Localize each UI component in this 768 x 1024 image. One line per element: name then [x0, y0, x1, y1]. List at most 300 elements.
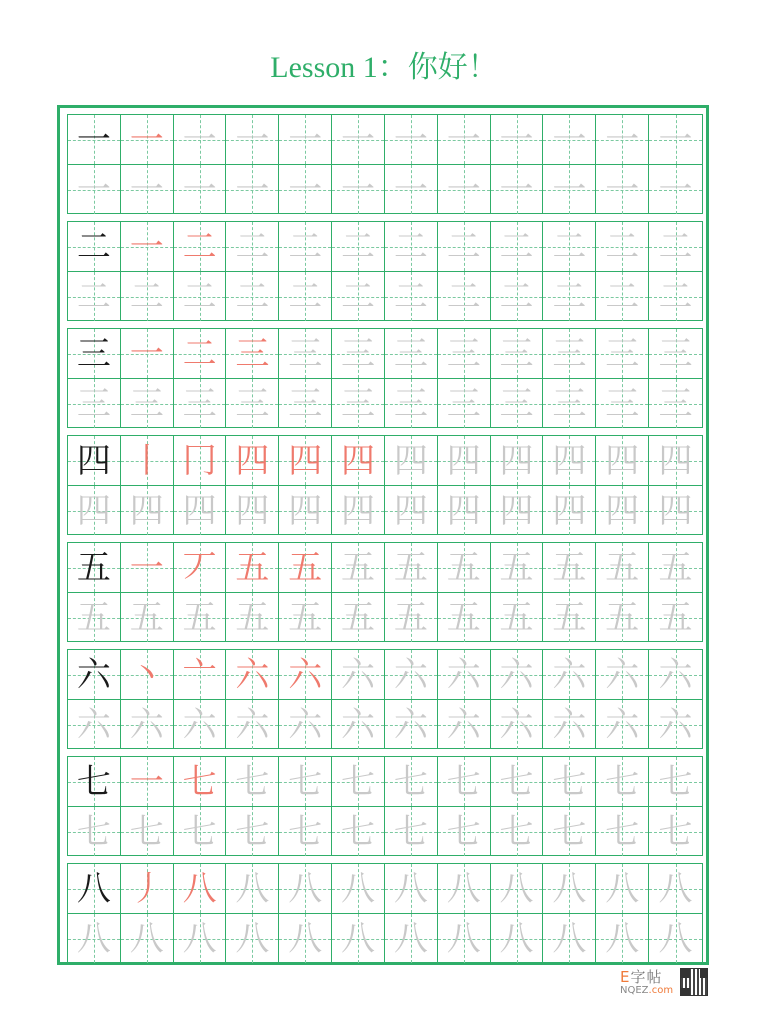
trace-cell-glyph: 六	[446, 704, 481, 745]
trace-cell-glyph: 四	[393, 490, 428, 531]
character-block-4	[67, 435, 703, 535]
model-character-cell-glyph: 六	[76, 654, 111, 695]
trace-cell	[279, 486, 332, 535]
trace-cell	[438, 914, 491, 963]
trace-cell-glyph: 二	[499, 226, 534, 267]
trace-cell-glyph: 八	[658, 918, 693, 959]
model-character-cell	[68, 115, 121, 164]
trace-cell	[649, 700, 702, 749]
trace-cell-glyph: 八	[499, 918, 534, 959]
trace-cell	[332, 864, 385, 913]
trace-cell-glyph: 六	[182, 704, 217, 745]
trace-cell-glyph: 五	[446, 547, 481, 588]
trace-cell	[121, 700, 174, 749]
trace-cell	[596, 700, 649, 749]
trace-cell-glyph: 二	[235, 276, 270, 317]
trace-cell-glyph: 六	[76, 704, 111, 745]
trace-cell-glyph: 一	[605, 169, 640, 210]
model-character-cell-glyph: 二	[76, 226, 111, 267]
trace-cell	[596, 272, 649, 321]
trace-cell-glyph: 七	[235, 811, 270, 852]
trace-cell	[438, 864, 491, 913]
trace-cell-glyph: 八	[341, 868, 376, 909]
trace-cell-glyph: 五	[288, 597, 323, 638]
trace-cell	[279, 757, 332, 806]
trace-cell	[174, 807, 227, 856]
model-character-cell-glyph: 七	[76, 761, 111, 802]
trace-cell-glyph: 四	[605, 490, 640, 531]
trace-cell	[279, 115, 332, 164]
trace-cell-glyph: 四	[235, 490, 270, 531]
practice-grid	[57, 105, 709, 965]
trace-cell	[226, 222, 279, 271]
trace-cell	[649, 115, 702, 164]
model-character-cell-glyph: 一	[76, 119, 111, 160]
trace-cell	[491, 115, 544, 164]
trace-cell	[332, 807, 385, 856]
trace-cell	[279, 272, 332, 321]
trace-cell	[68, 593, 121, 642]
trace-cell	[68, 914, 121, 963]
trace-cell-glyph: 八	[605, 918, 640, 959]
model-character-cell	[68, 543, 121, 592]
trace-cell	[226, 379, 279, 428]
trace-cell-glyph: 七	[393, 811, 428, 852]
stroke-order-cell	[121, 757, 174, 806]
trace-cell	[279, 379, 332, 428]
trace-cell	[543, 115, 596, 164]
trace-cell-glyph: 八	[129, 918, 164, 959]
stroke-order-cell-glyph: 二	[182, 226, 217, 267]
model-row	[68, 329, 702, 378]
trace-cell-glyph: 七	[605, 811, 640, 852]
trace-cell	[596, 486, 649, 535]
trace-cell-glyph: 二	[129, 276, 164, 317]
trace-cell	[68, 700, 121, 749]
trace-cell	[68, 379, 121, 428]
stroke-order-cell-glyph: 一	[129, 761, 164, 802]
character-block-8	[67, 863, 703, 963]
trace-cell	[385, 914, 438, 963]
trace-cell-glyph: 三	[605, 333, 640, 374]
trace-cell-glyph: 一	[235, 119, 270, 160]
trace-cell-glyph: 一	[605, 119, 640, 160]
trace-cell	[332, 165, 385, 214]
trace-cell-glyph: 四	[129, 490, 164, 531]
qr-code-icon	[680, 968, 708, 996]
trace-cell-glyph: 一	[288, 169, 323, 210]
trace-cell-glyph: 七	[658, 761, 693, 802]
trace-cell	[596, 914, 649, 963]
trace-cell-glyph: 六	[658, 654, 693, 695]
trace-cell	[332, 272, 385, 321]
trace-cell-glyph: 六	[658, 704, 693, 745]
stroke-order-cell-glyph: 丆	[182, 547, 217, 588]
stroke-order-cell-glyph: 一	[129, 119, 164, 160]
trace-cell-glyph: 二	[288, 226, 323, 267]
trace-cell	[174, 914, 227, 963]
trace-cell	[543, 700, 596, 749]
trace-cell-glyph: 一	[552, 119, 587, 160]
trace-cell-glyph: 五	[552, 547, 587, 588]
trace-row	[68, 699, 702, 749]
trace-row	[68, 913, 702, 963]
trace-cell-glyph: 八	[235, 868, 270, 909]
trace-cell-glyph: 八	[446, 918, 481, 959]
model-character-cell-glyph: 五	[76, 547, 111, 588]
trace-cell-glyph: 三	[288, 383, 323, 424]
trace-cell-glyph: 五	[658, 597, 693, 638]
trace-cell	[543, 593, 596, 642]
trace-cell-glyph: 八	[658, 868, 693, 909]
character-block-3	[67, 328, 703, 428]
trace-cell-glyph: 一	[76, 169, 111, 210]
trace-cell	[174, 379, 227, 428]
trace-cell-glyph: 四	[658, 440, 693, 481]
page-title: Lesson 1：你好！	[270, 51, 498, 84]
brand-logo	[620, 966, 663, 987]
model-row	[68, 757, 702, 806]
trace-cell	[279, 593, 332, 642]
trace-cell	[279, 914, 332, 963]
trace-cell	[649, 914, 702, 963]
trace-cell-glyph: 七	[235, 761, 270, 802]
stroke-order-cell-glyph: 一	[129, 333, 164, 374]
trace-cell	[649, 486, 702, 535]
stroke-order-cell	[174, 757, 227, 806]
trace-cell	[543, 329, 596, 378]
trace-cell	[649, 222, 702, 271]
trace-cell-glyph: 三	[182, 383, 217, 424]
trace-cell	[385, 379, 438, 428]
trace-cell-glyph: 八	[393, 868, 428, 909]
stroke-order-cell-glyph: 二	[182, 333, 217, 374]
trace-cell	[596, 650, 649, 699]
trace-cell	[332, 543, 385, 592]
trace-cell-glyph: 一	[658, 169, 693, 210]
trace-cell-glyph: 二	[288, 276, 323, 317]
stroke-order-cell	[121, 222, 174, 271]
trace-cell	[385, 757, 438, 806]
stroke-order-cell	[121, 650, 174, 699]
trace-cell	[226, 864, 279, 913]
trace-cell	[596, 807, 649, 856]
trace-cell	[649, 593, 702, 642]
trace-cell-glyph: 一	[341, 119, 376, 160]
trace-cell-glyph: 二	[658, 226, 693, 267]
trace-cell-glyph: 四	[182, 490, 217, 531]
trace-cell	[649, 807, 702, 856]
trace-cell	[438, 272, 491, 321]
trace-cell-glyph: 三	[658, 383, 693, 424]
trace-cell	[438, 543, 491, 592]
trace-cell-glyph: 八	[288, 918, 323, 959]
trace-cell-glyph: 四	[499, 490, 534, 531]
trace-cell-glyph: 三	[129, 383, 164, 424]
trace-cell	[543, 757, 596, 806]
trace-cell	[596, 165, 649, 214]
trace-cell-glyph: 八	[446, 868, 481, 909]
character-block-1	[67, 114, 703, 214]
trace-cell	[649, 650, 702, 699]
trace-cell-glyph: 一	[658, 119, 693, 160]
trace-cell-glyph: 五	[235, 597, 270, 638]
trace-cell	[332, 650, 385, 699]
trace-cell	[491, 807, 544, 856]
trace-cell-glyph: 二	[605, 276, 640, 317]
trace-row	[68, 806, 702, 856]
trace-cell	[385, 115, 438, 164]
stroke-order-cell-glyph: 六	[288, 654, 323, 695]
trace-cell	[543, 914, 596, 963]
trace-cell-glyph: 六	[605, 654, 640, 695]
model-row	[68, 543, 702, 592]
trace-cell	[649, 379, 702, 428]
trace-cell	[226, 914, 279, 963]
trace-cell-glyph: 三	[341, 383, 376, 424]
trace-cell	[68, 272, 121, 321]
stroke-order-cell	[174, 222, 227, 271]
trace-cell-glyph: 七	[288, 761, 323, 802]
trace-cell-glyph: 二	[393, 276, 428, 317]
trace-cell-glyph: 四	[446, 440, 481, 481]
trace-cell-glyph: 五	[129, 597, 164, 638]
trace-cell-glyph: 五	[393, 547, 428, 588]
trace-cell	[226, 757, 279, 806]
trace-cell	[226, 272, 279, 321]
stroke-order-cell	[332, 436, 385, 485]
trace-cell-glyph: 一	[129, 169, 164, 210]
trace-cell	[649, 757, 702, 806]
trace-cell-glyph: 四	[446, 490, 481, 531]
trace-cell-glyph: 七	[552, 811, 587, 852]
trace-cell	[596, 436, 649, 485]
trace-cell	[491, 436, 544, 485]
character-block-7	[67, 756, 703, 856]
trace-cell-glyph: 三	[552, 333, 587, 374]
stroke-order-cell-glyph: 四	[341, 440, 376, 481]
trace-cell	[121, 165, 174, 214]
trace-cell	[491, 650, 544, 699]
trace-cell	[596, 329, 649, 378]
trace-cell	[543, 222, 596, 271]
trace-cell-glyph: 五	[658, 547, 693, 588]
trace-cell-glyph: 一	[393, 119, 428, 160]
trace-cell-glyph: 五	[182, 597, 217, 638]
trace-cell	[649, 436, 702, 485]
trace-cell	[543, 864, 596, 913]
trace-cell	[332, 329, 385, 378]
trace-cell-glyph: 一	[499, 169, 534, 210]
trace-cell-glyph: 六	[288, 704, 323, 745]
trace-cell-glyph: 三	[288, 333, 323, 374]
trace-cell-glyph: 二	[446, 226, 481, 267]
trace-cell-glyph: 六	[446, 654, 481, 695]
trace-cell-glyph: 五	[341, 597, 376, 638]
brand-logo-e: E	[620, 968, 631, 986]
trace-cell	[226, 165, 279, 214]
trace-cell	[491, 593, 544, 642]
trace-cell-glyph: 一	[341, 169, 376, 210]
trace-cell-glyph: 五	[341, 547, 376, 588]
trace-cell-glyph: 三	[499, 383, 534, 424]
stroke-order-cell	[279, 650, 332, 699]
trace-cell	[226, 700, 279, 749]
stroke-order-cell-glyph: 三	[235, 333, 270, 374]
trace-cell-glyph: 二	[341, 226, 376, 267]
trace-cell-glyph: 六	[393, 704, 428, 745]
trace-cell	[385, 650, 438, 699]
trace-cell	[174, 700, 227, 749]
stroke-order-cell	[121, 436, 174, 485]
trace-cell	[438, 757, 491, 806]
stroke-order-cell	[226, 329, 279, 378]
trace-cell-glyph: 八	[552, 918, 587, 959]
stroke-order-cell-glyph: 丿	[129, 868, 164, 909]
trace-cell-glyph: 三	[605, 383, 640, 424]
trace-cell-glyph: 六	[499, 704, 534, 745]
trace-cell-glyph: 七	[605, 761, 640, 802]
trace-cell-glyph: 二	[76, 276, 111, 317]
trace-cell	[543, 379, 596, 428]
trace-cell	[68, 165, 121, 214]
model-character-cell	[68, 329, 121, 378]
trace-cell	[438, 222, 491, 271]
trace-cell-glyph: 二	[605, 226, 640, 267]
trace-cell-glyph: 一	[446, 169, 481, 210]
trace-cell-glyph: 八	[341, 918, 376, 959]
stroke-order-cell-glyph: 八	[182, 868, 217, 909]
trace-cell-glyph: 一	[446, 119, 481, 160]
trace-cell-glyph: 二	[341, 276, 376, 317]
trace-cell	[385, 165, 438, 214]
stroke-order-cell-glyph: 一	[129, 547, 164, 588]
trace-cell	[385, 807, 438, 856]
stroke-order-cell	[279, 543, 332, 592]
trace-cell	[332, 914, 385, 963]
model-row	[68, 115, 702, 164]
trace-cell	[649, 543, 702, 592]
trace-cell	[332, 593, 385, 642]
trace-cell	[649, 272, 702, 321]
model-character-cell-glyph: 八	[76, 868, 111, 909]
stroke-order-cell-glyph: 丨	[129, 440, 164, 481]
trace-cell	[438, 379, 491, 428]
trace-cell	[385, 222, 438, 271]
trace-cell	[68, 807, 121, 856]
trace-cell	[385, 700, 438, 749]
stroke-order-cell-glyph: 六	[235, 654, 270, 695]
trace-cell-glyph: 七	[129, 811, 164, 852]
model-character-cell	[68, 864, 121, 913]
trace-cell	[438, 115, 491, 164]
trace-cell-glyph: 五	[446, 597, 481, 638]
trace-cell	[226, 486, 279, 535]
model-character-cell	[68, 757, 121, 806]
trace-cell-glyph: 七	[446, 761, 481, 802]
trace-cell-glyph: 四	[288, 490, 323, 531]
trace-cell	[332, 700, 385, 749]
trace-cell	[438, 593, 491, 642]
trace-cell-glyph: 五	[605, 597, 640, 638]
brand-domain	[620, 985, 673, 996]
trace-cell-glyph: 一	[499, 119, 534, 160]
trace-cell-glyph: 五	[499, 547, 534, 588]
model-character-cell	[68, 436, 121, 485]
trace-cell-glyph: 三	[552, 383, 587, 424]
trace-cell	[491, 757, 544, 806]
trace-cell-glyph: 八	[235, 918, 270, 959]
trace-cell-glyph: 七	[288, 811, 323, 852]
trace-cell	[596, 222, 649, 271]
trace-cell	[279, 864, 332, 913]
trace-cell-glyph: 一	[235, 169, 270, 210]
trace-cell	[174, 115, 227, 164]
trace-cell	[332, 222, 385, 271]
trace-cell-glyph: 四	[76, 490, 111, 531]
trace-cell	[332, 379, 385, 428]
trace-cell-glyph: 三	[393, 383, 428, 424]
trace-cell-glyph: 五	[605, 547, 640, 588]
trace-cell-glyph: 七	[552, 761, 587, 802]
trace-cell	[596, 593, 649, 642]
trace-cell-glyph: 七	[76, 811, 111, 852]
stroke-order-cell-glyph: 一	[129, 226, 164, 267]
model-row	[68, 222, 702, 271]
trace-cell-glyph: 七	[446, 811, 481, 852]
trace-cell	[543, 272, 596, 321]
trace-cell-glyph: 五	[76, 597, 111, 638]
trace-cell	[596, 864, 649, 913]
trace-cell	[649, 329, 702, 378]
trace-cell-glyph: 六	[552, 704, 587, 745]
stroke-order-cell	[174, 543, 227, 592]
stroke-order-cell-glyph: 冂	[182, 440, 217, 481]
trace-cell-glyph: 五	[552, 597, 587, 638]
stroke-order-cell	[174, 329, 227, 378]
brand-logo-text: 字帖	[630, 968, 663, 986]
stroke-order-cell	[279, 436, 332, 485]
trace-cell	[385, 272, 438, 321]
trace-cell-glyph: 四	[499, 440, 534, 481]
trace-cell	[438, 329, 491, 378]
trace-cell	[649, 864, 702, 913]
stroke-order-cell	[174, 864, 227, 913]
trace-cell	[491, 864, 544, 913]
trace-cell-glyph: 四	[393, 440, 428, 481]
trace-cell-glyph: 三	[658, 333, 693, 374]
trace-cell-glyph: 六	[393, 654, 428, 695]
trace-cell	[385, 593, 438, 642]
trace-cell-glyph: 二	[499, 276, 534, 317]
trace-cell	[226, 115, 279, 164]
trace-cell	[491, 329, 544, 378]
trace-cell	[121, 379, 174, 428]
trace-cell	[385, 436, 438, 485]
trace-cell	[543, 436, 596, 485]
trace-cell-glyph: 四	[552, 490, 587, 531]
trace-cell	[174, 593, 227, 642]
trace-cell	[491, 543, 544, 592]
trace-cell-glyph: 二	[446, 276, 481, 317]
trace-row	[68, 485, 702, 535]
trace-cell-glyph: 三	[446, 333, 481, 374]
stroke-order-cell	[121, 115, 174, 164]
trace-cell	[543, 807, 596, 856]
model-row	[68, 650, 702, 699]
trace-cell-glyph: 三	[499, 333, 534, 374]
character-block-5	[67, 542, 703, 642]
